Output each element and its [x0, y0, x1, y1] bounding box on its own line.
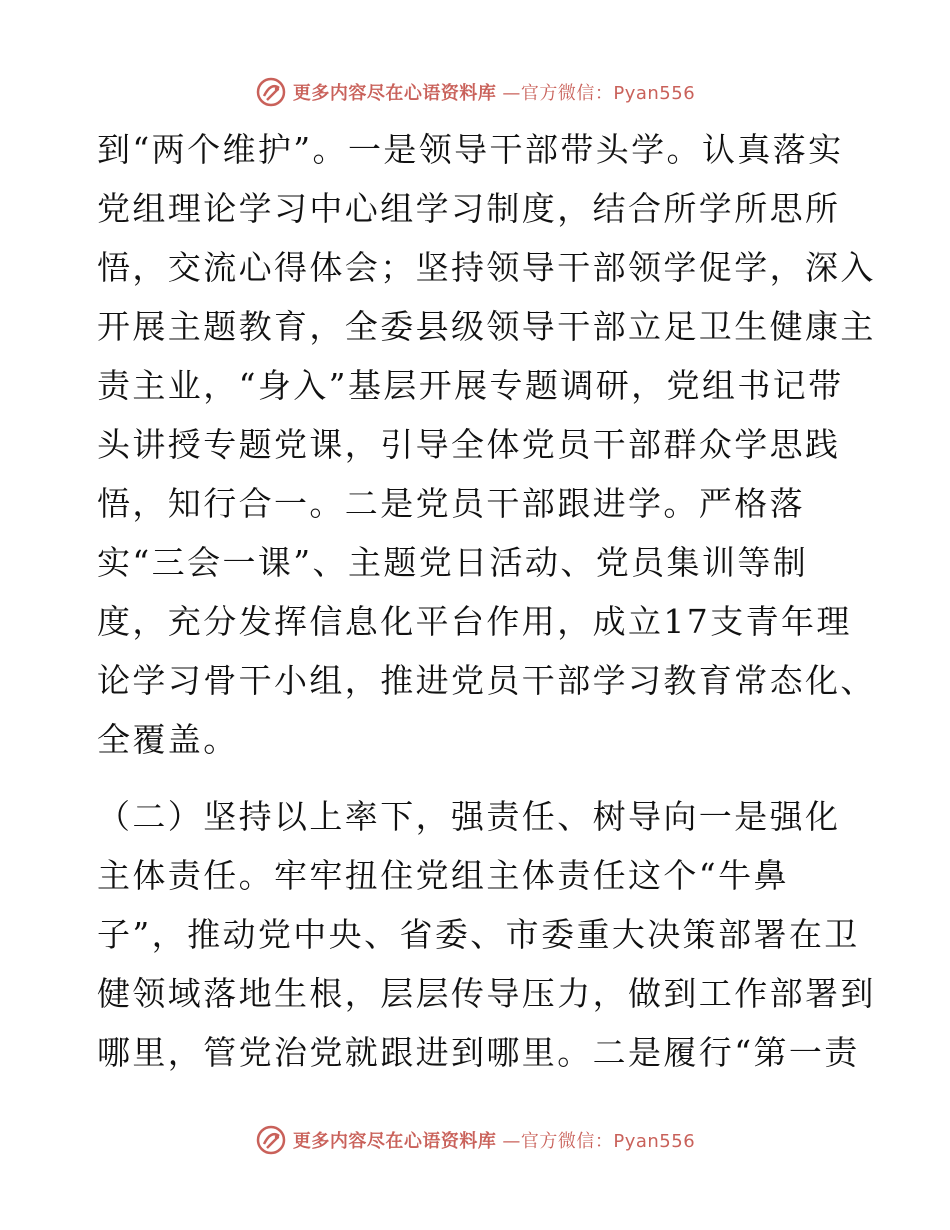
text-line: 度，充分发挥信息化平台作用，成立17支青年理	[97, 602, 852, 641]
paragraph-1	[97, 120, 876, 769]
watermark-main-text: 更多内容尽在心语资料库	[292, 1131, 497, 1152]
text-line: 开展主题教育，全委县级领导干部立足卫生健康主	[97, 307, 876, 346]
watermark-footer	[0, 1120, 950, 1160]
paragraph-2	[97, 787, 876, 1082]
text-line: 责主业，“身入”基层开展专题调研，党组书记带	[97, 366, 844, 405]
text-line: 全覆盖。	[97, 720, 239, 759]
text-line: 党组理论学习中心组学习制度，结合所学所思所	[97, 189, 841, 228]
watermark-sub-text: —官方微信：Pyan556	[502, 83, 696, 104]
text-line: 到“两个维护”。一是领导干部带头学。认真落实	[97, 130, 844, 169]
logo-icon	[255, 76, 287, 108]
document-body	[97, 120, 876, 1082]
text-line: （二）坚持以上率下，强责任、树导向一是强化	[97, 797, 841, 836]
text-line: 子”，推动党中央、省委、市委重大决策部署在卫	[97, 915, 860, 954]
text-line: 悟，知行合一。二是党员干部跟进学。严格落	[97, 484, 805, 523]
text-line: 健领域落地生根，层层传导压力，做到工作部署到	[97, 974, 876, 1013]
text-line: 哪里，管党治党就跟进到哪里。二是履行“第一责	[97, 1033, 860, 1072]
text-line: 悟，交流心得体会；坚持领导干部领学促学，深入	[97, 248, 876, 287]
watermark-main-text: 更多内容尽在心语资料库	[292, 83, 497, 104]
text-line: 实“三会一课”、主题党日活动、党员集训等制	[97, 543, 809, 582]
text-line: 头讲授专题党课，引导全体党员干部群众学思践	[97, 425, 841, 464]
logo-icon	[255, 1124, 287, 1156]
watermark-header	[0, 72, 950, 112]
text-line: 主体责任。牢牢扭住党组主体责任这个“牛鼻	[97, 856, 789, 895]
paragraph-spacer	[97, 769, 857, 787]
text-line: 论学习骨干小组，推进党员干部学习教育常态化、	[97, 661, 876, 700]
watermark-sub-text: —官方微信：Pyan556	[502, 1131, 696, 1152]
